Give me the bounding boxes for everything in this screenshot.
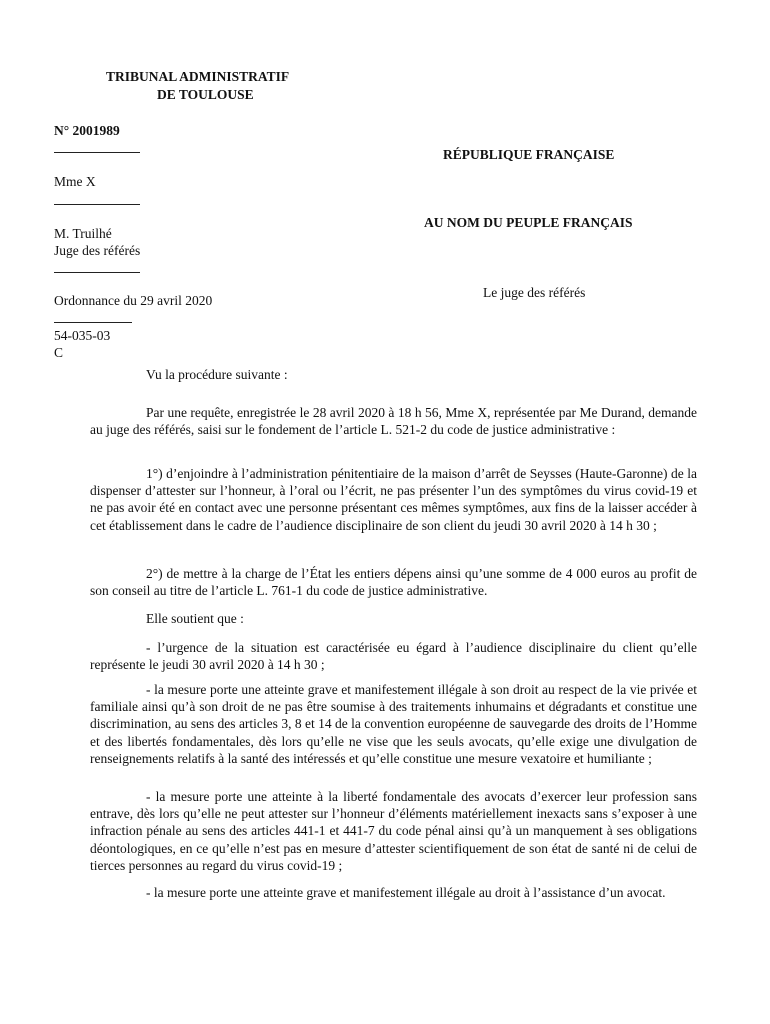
order-date: Ordonnance du 29 avril 2020 xyxy=(54,293,213,308)
paragraph: Elle soutient que : xyxy=(146,611,244,626)
paragraph: Par une requête, enregistrée le 28 avril 2020 à 18 h 56, Mme X, représentée par Me Durand, demande au juge des référés, saisi sur le fondement de l’article L. 521-2 du code de justice administrative : xyxy=(90,405,697,438)
paragraph: - la mesure porte une atteinte grave et manifestement illégale à son droit au respect de la vie privée et familiale ainsi qu’à son droit de ne pas être soumise à des traitements inhumains et dégradants et constitue une discrimination, au sens des articles 3, 8 et 14 de la convention européenne de sauvegarde des droits de l’Homme et des libertés fondamentales, dès lors qu’elle ne vise que les seuls avocats, qu’elle exige une divulgation de renseignements relatifs à la santé des intéressés et qu’elle constitue une mesure vexatoire et humiliante ; xyxy=(90,682,697,766)
divider xyxy=(54,322,132,323)
judge-heading: Le juge des référés xyxy=(483,285,586,300)
divider xyxy=(54,152,140,153)
classification-code: 54-035-03 xyxy=(54,328,111,343)
judge-role: Juge des référés xyxy=(54,243,141,258)
republic-heading: RÉPUBLIQUE FRANÇAISE xyxy=(443,147,615,162)
court-name-line1: TRIBUNAL ADMINISTRATIF xyxy=(106,69,290,84)
paragraph: - l’urgence de la situation est caractérisée eu égard à l’audience disciplinaire du client qu’elle représente le jeudi 30 avril 2020 à 14 h 30 ; xyxy=(90,640,697,673)
case-number: N° 2001989 xyxy=(54,123,120,138)
paragraph: - la mesure porte une atteinte à la liberté fondamentale des avocats d’exercer leur profession sans entrave, dès lors qu’elle ne peut attester sur l’honneur d’éléments matériellement inexacts sans s’exposer à une infraction pénale au sens des articles 441-1 et 441-7 du code pénal ainsi qu’à un manquement à ses obligations déontologiques, en ce qu’elle n’est pas en mesure d’attester scientifiquement de son état de santé ni de celui de tierces personnes au regard du virus covid-19 ; xyxy=(90,789,697,873)
paragraph: 1°) d’enjoindre à l’administration pénitentiaire de la maison d’arrêt de Seysses (Haute-Garonne) de la dispenser d’attester sur l’honneur, à l’oral ou l’écrit, ne pas présenter l’un des symptômes du virus covid-19 et ne pas avoir été en contact avec une personne présentant ces mêmes symptômes, aux fins de la laisser accéder à cet établissement dans le cadre de l’audience disciplinaire de son client du jeudi 30 avril 2020 à 14 h 30 ; xyxy=(90,466,697,533)
people-heading: AU NOM DU PEUPLE FRANÇAIS xyxy=(424,215,633,230)
judge-name: M. Truilhé xyxy=(54,226,112,241)
divider xyxy=(54,272,140,273)
paragraph: 2°) de mettre à la charge de l’État les entiers dépens ainsi qu’une somme de 4 000 euros au profit de son conseil au titre de l’article L. 761-1 du code de justice administrative. xyxy=(90,566,697,599)
paragraph: - la mesure porte une atteinte grave et manifestement illégale au droit à l’assistance d’un avocat. xyxy=(146,885,666,900)
divider xyxy=(54,204,140,205)
party-name: Mme X xyxy=(54,174,96,189)
procedure-intro: Vu la procédure suivante : xyxy=(146,367,288,382)
court-name-line2: DE TOULOUSE xyxy=(157,87,254,102)
publication-category: C xyxy=(54,345,64,360)
